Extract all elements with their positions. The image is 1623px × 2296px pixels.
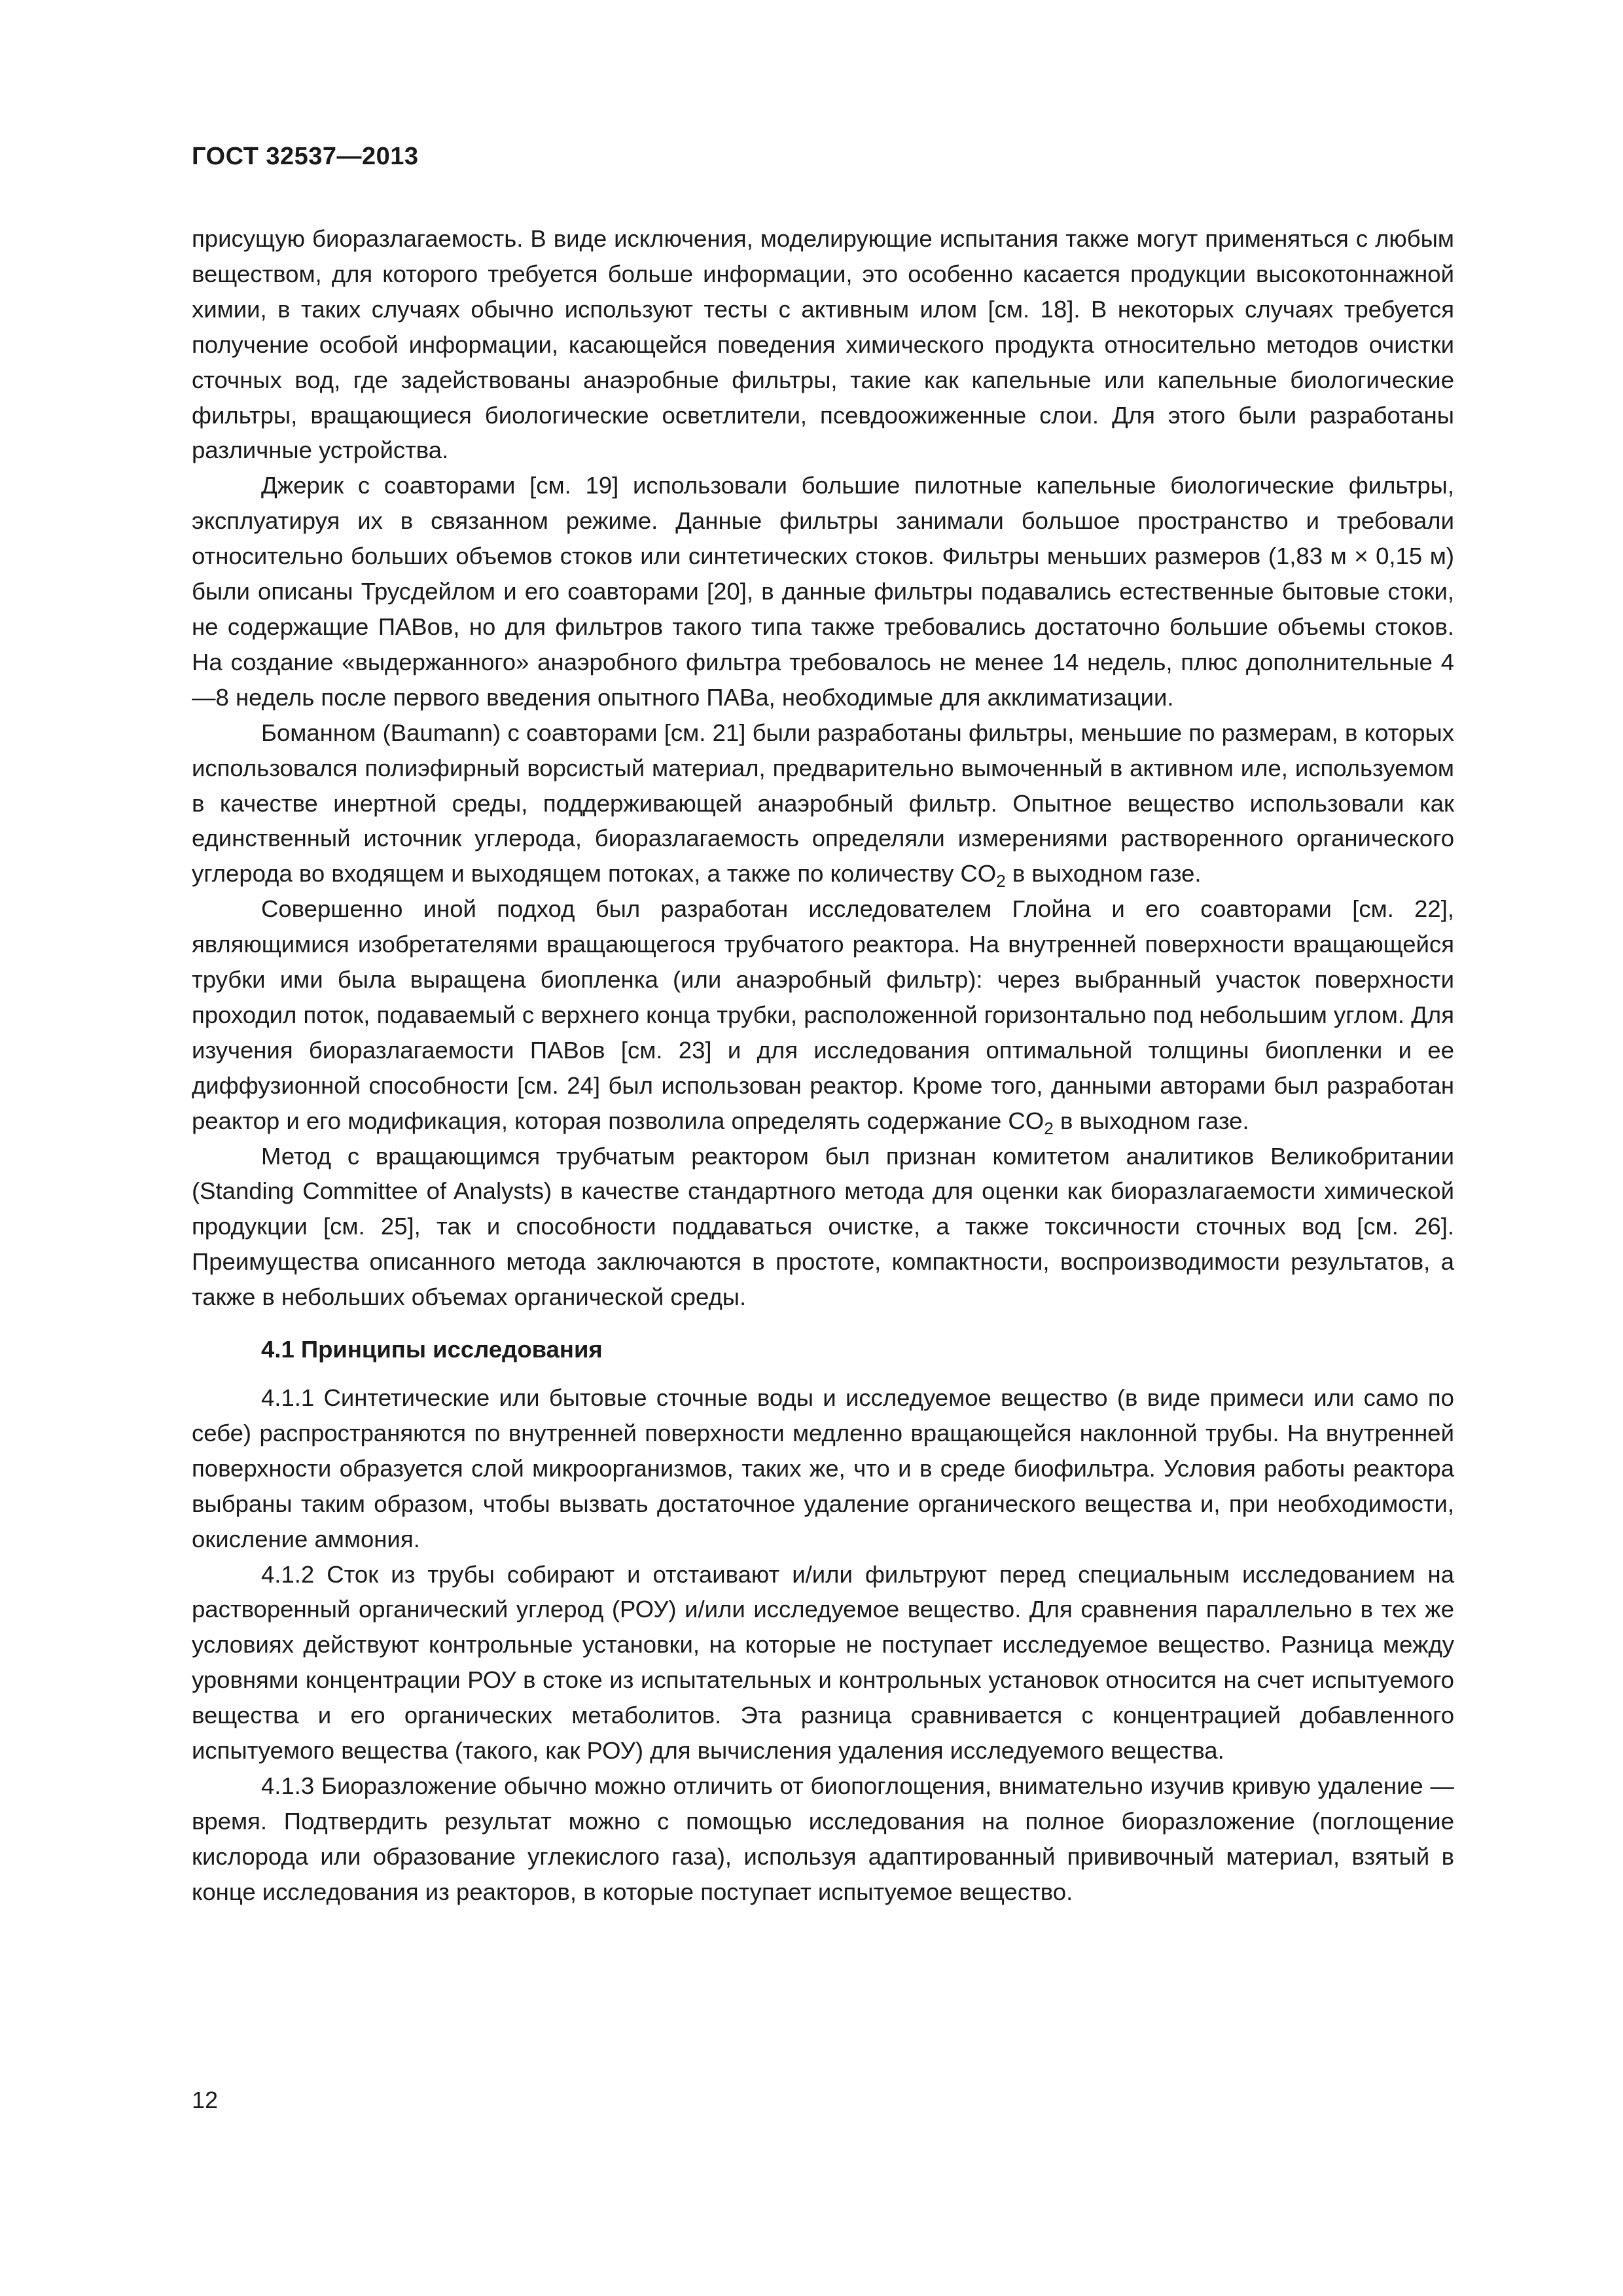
paragraph-gloyna-text: Совершенно иной подход был разработан исследователем Глойна и его соавторами [см. 22], являющимися изобретателями вращающегося трубчатого реактора. На внутренней поверхности вращающейся трубки ими была выращена биопленка (или анаэробный фильтр): через выбранный участок поверхности проходил поток, подаваемый с верхнего конца трубки, расположенной горизонтально под небольшим углом. Для изучения биоразлагаемости ПАВов [см. 23] и для исследования оптимальной толщины биопленки и ее диффузионной способности [см. 24] был использован реактор. Кроме того, данными авторами был разработан реактор и его модификация, которая позволила определять содержание CO — [192, 895, 1454, 1134]
paragraph-baumann-tail: в выходном газе. — [1005, 860, 1202, 888]
paragraph-gloyna — [192, 891, 1454, 1138]
paragraph-4-1-3: 4.1.3 Биоразложение обычно можно отличить от биопоглощения, внимательно изучив кривую удаление — время. Подтвердить результат можно с помощью исследования на полное биоразложение (поглощение кислорода или образование углекислого газа), используя адаптированный прививочный материал, взятый в конце исследования из реакторов, в которые поступает испытуемое вещество. — [192, 1772, 1454, 1905]
paragraph-4-1-2: 4.1.2 Сток из трубы собирают и отстаивают и/или фильтруют перед специальным исследованием на растворенный органический углерод (РОУ) и/или исследуемое вещество. Для сравнения параллельно в тех же условиях действуют контрольные установки, на которые не поступает исследуемое вещество. Разница между уровнями концентрации РОУ в стоке из испытательных и контрольных установок относится на счет испытуемого вещества и его органических метаболитов. Эта разница сравнивается с концентрацией добавленного испытуемого вещества (такого, как РОУ) для вычисления удаления исследуемого вещества. — [192, 1560, 1454, 1765]
paragraph-baumann — [192, 715, 1454, 892]
section-heading-4-1: 4.1 Принципы исследования — [261, 1336, 603, 1363]
paragraph-jerik: Джерик с соавторами [см. 19] использовали большие пилотные капельные биологические фильтры, эксплуатируя их в связанном режиме. Данные фильтры занимали большое пространство и требовали относительно больших объемов стоков или синтетических стоков. Фильтры меньших размеров (1,83 м × 0,15 м) были описаны Трусдейлом и его соавторами [20], в данные фильтры подавались естественные бытовые стоки, не содержащие ПАВов, но для фильтров такого типа также требовались достаточно большие объемы стоков. На создание «выдержанного» анаэробного фильтра требовалось не менее 14 недель, плюс дополнительные 4—8 недель после первого введения опытного ПАВа, необходимые для акклиматизации. — [192, 472, 1454, 711]
paragraph-4-1-1: 4.1.1 Синтетические или бытовые сточные воды и исследуемое вещество (в виде примеси или само по себе) распространяются по внутренней поверхности медленно вращающейся наклонной трубы. На внутренней поверхности образуется слой микроорганизмов, таких же, что и в среде биофильтра. Условия работы реактора выбраны таким образом, чтобы вызвать достаточное удаление органического вещества и, при необходимости, окисление аммония. — [192, 1384, 1454, 1552]
page-number: 12 — [192, 2087, 219, 2113]
document-header: ГОСТ 32537—2013 — [192, 143, 419, 170]
co2-subscript: 2 — [1044, 1118, 1054, 1138]
document-body — [192, 221, 1454, 1910]
paragraph-continuation: присущую биоразлагаемость. В виде исключения, моделирующие испытания также могут применяться с любым веществом, для которого требуется больше информации, это особенно касается продукции высокотоннажной химии, в таких случаях обычно используют тесты с активным илом [см. 18]. В некоторых случаях требуется получение особой информации, касающейся поведения химического продукта относительно методов очистки сточных вод, где задействованы анаэробные фильтры, такие как капельные или капельные биологические фильтры, вращающиеся биологические осветлители, псевдоожиженные слои. Для этого были разработаны различные устройства. — [192, 225, 1454, 464]
co2-subscript: 2 — [996, 871, 1006, 891]
paragraph-gloyna-tail: в выходном газе. — [1053, 1107, 1249, 1134]
paragraph-baumann-text: Боманном (Baumann) с соавторами [см. 21] были разработаны фильтры, меньшие по размерам, в которых использовался полиэфирный ворсистый материал, предварительно вымоченный в активном иле, используемом в качестве инертной среды, поддерживающей анаэробный фильтр. Опытное вещество использовали как единственный источник углерода, биоразлагаемость определяли измерениями растворенного органического углерода во входящем и выходящем потоках, а также по количеству CO — [192, 719, 1454, 888]
paragraph-standing-committee: Метод с вращающимся трубчатым реактором был признан комитетом аналитиков Великобритании (Standing Committee of Analysts) в качестве стандартного метода для оценки как биоразлагаемости химической продукции [см. 25], так и способности поддаваться очистке, а также токсичности сточных вод [см. 26]. Преимущества описанного метода заключаются в простоте, компактности, воспроизводимости результатов, а также в небольших объемах органической среды. — [192, 1142, 1454, 1311]
